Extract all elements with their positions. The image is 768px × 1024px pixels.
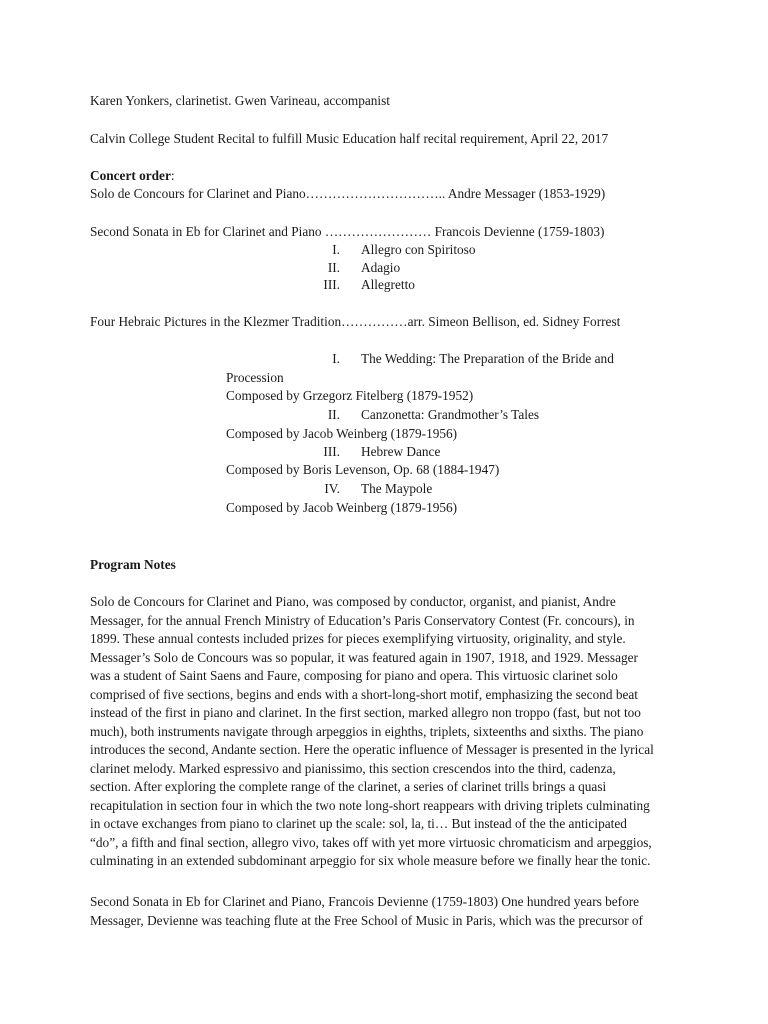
paragraph-line: recapitulation in section four in which the two note long-short reappears with driving triplets culminating (90, 797, 650, 813)
sonata-movement-number: I. (332, 242, 340, 257)
hebraic-movement-composer: Composed by Jacob Weinberg (1879-1956) (226, 426, 458, 441)
hebraic-movement-composer: Composed by Boris Levenson, Op. 68 (1884-1947) (226, 462, 500, 477)
piece-3: Four Hebraic Pictures in the Klezmer Tradition……………arr. Simeon Bellison, ed. Sidney Forrest (90, 314, 621, 329)
paragraph-line: “do”, a fifth and final section, allegro vivo, takes off with yet more virtuosic chromaticism and arpeggios, (90, 834, 652, 850)
concert-order-colon: : (170, 168, 175, 183)
paragraph-line: in octave exchanges from piano to clarinet up the scale: sol, la, ti… But instead of the the anticipated (90, 816, 627, 831)
paragraph-line: clarinet melody. Marked espressivo and pianissimo, this section crescendos into the third, cadenza, (90, 760, 616, 776)
program-notes-paragraph-2 (90, 893, 680, 930)
paragraph-line: Second Sonata in Eb for Clarinet and Piano, Francois Devienne (1759-1803) One hundred years before (90, 894, 640, 909)
sonata-movement-title: Allegretto (361, 277, 415, 292)
paragraph-line: comprised of five sections, begins and ends with a short-long-short motif, emphasizing the second beat (90, 686, 639, 702)
paragraph-line: much), both instruments navigate through arpeggios in eighths, triplets, sixteenths and sixths. The piano (90, 723, 644, 739)
paragraph-line: 1899. These annual contests included prizes for pieces exemplifying virtuosity, originality, and style. (90, 631, 626, 646)
paragraph-line: Messager, Devienne was teaching flute at the Free School of Music in Paris, which was the precursor of (90, 912, 643, 928)
program-notes-paragraph-1 (90, 593, 680, 871)
hebraic-movement-title: Hebrew Dance (361, 444, 441, 459)
program-notes-heading: Program Notes (90, 557, 176, 572)
hebraic-movement-number: IV. (324, 481, 340, 496)
paragraph-line: Messager, for the annual French Ministry of Education’s Paris Conservatory Contest (Fr. concours), in (90, 612, 635, 628)
hebraic-movement-composer: Composed by Grzegorz Fitelberg (1879-1952) (226, 388, 474, 403)
paragraph-line: was a student of Saint Saens and Faure, composing for piano and opera. This virtuosic clarinet solo (90, 668, 618, 683)
sonata-movement-title: Allegro con Spiritoso (361, 242, 476, 257)
hebraic-movement-number: II. (327, 407, 340, 422)
paragraph-line: section. After exploring the complete range of the clarinet, a series of clarinet trills brings a quasi (90, 779, 607, 794)
concert-order-heading (90, 167, 175, 185)
hebraic-movement-composer: Composed by Jacob Weinberg (1879-1956) (226, 500, 458, 515)
sonata-movement-title: Adagio (361, 260, 401, 275)
concert-order-label: Concert order (90, 168, 171, 183)
hebraic-movement-number: I. (332, 351, 340, 366)
hebraic-movement-title: Canzonetta: Grandmother’s Tales (361, 407, 540, 422)
hebraic-movement-number: III. (323, 444, 340, 459)
paragraph-line: culminating in an extended subdominant arpeggio for six whole measure before we finally hear the tonic. (90, 853, 651, 868)
piece-2: Second Sonata in Eb for Clarinet and Piano …………………… Francois Devienne (1759-1803) (90, 224, 605, 239)
sonata-movement-number: II. (327, 260, 340, 275)
event-line: Calvin College Student Recital to fulfill Music Education half recital requirement, April 22, 2017 (90, 131, 609, 146)
paragraph-line: Solo de Concours for Clarinet and Piano, was composed by conductor, organist, and pianist, Andre (90, 594, 616, 609)
performers-line: Karen Yonkers, clarinetist. Gwen Varineau, accompanist (90, 93, 390, 108)
paragraph-line: instead of the first in piano and clarinet. In the first section, marked allegro non troppo (fast, but not too (90, 705, 641, 720)
paragraph-line: Messager’s Solo de Concours was so popular, it was featured again in 1907, 1918, and 1929. Messager (90, 649, 638, 665)
hebraic-movement-title: The Wedding: The Preparation of the Bride and (361, 351, 614, 366)
hebraic-movement-title-continuation: Procession (226, 370, 284, 385)
sonata-movement-number: III. (323, 277, 340, 292)
hebraic-movement-title: The Maypole (361, 481, 433, 496)
paragraph-line: introduces the second, Andante section. Here the operatic influence of Messager is presented in the lyrical (90, 742, 654, 757)
piece-1: Solo de Concours for Clarinet and Piano………………………….. Andre Messager (1853-1929) (90, 186, 606, 201)
